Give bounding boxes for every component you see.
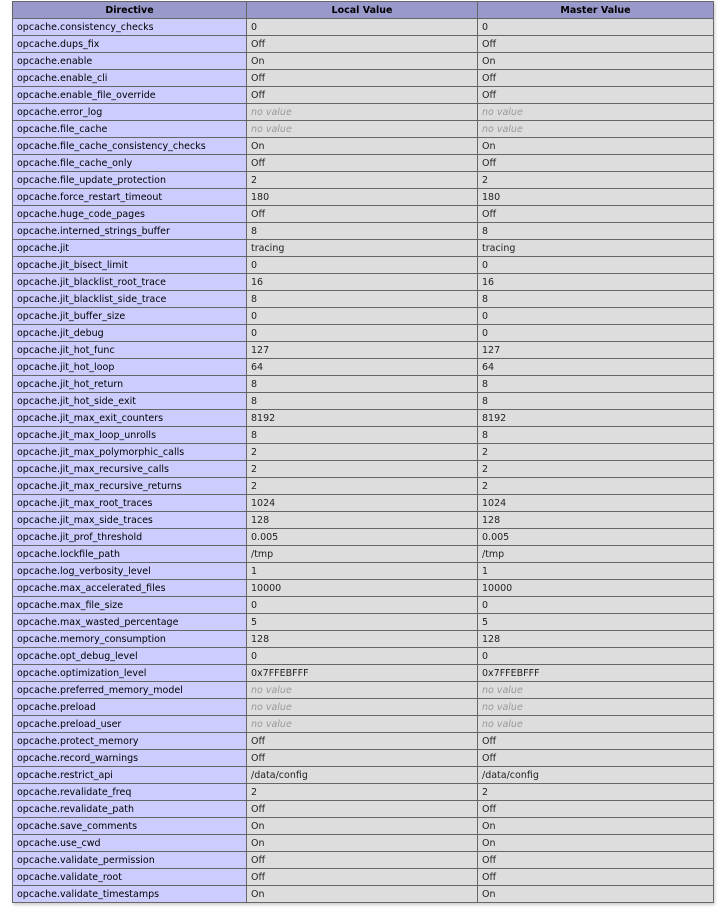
local-value: On: [247, 835, 478, 852]
table-row: [13, 563, 714, 580]
master-value: Off: [478, 155, 714, 172]
master-value: On: [478, 138, 714, 155]
local-value: 0: [247, 648, 478, 665]
local-value: 0: [247, 308, 478, 325]
table-row: [13, 801, 714, 818]
directive-name: opcache.max_wasted_percentage: [13, 614, 247, 631]
master-value: 16: [478, 274, 714, 291]
local-value: 0x7FFEBFFF: [247, 665, 478, 682]
table-row: [13, 36, 714, 53]
master-value: 10000: [478, 580, 714, 597]
local-value: Off: [247, 733, 478, 750]
table-row: [13, 427, 714, 444]
directive-name: opcache.validate_root: [13, 869, 247, 886]
master-value: Off: [478, 87, 714, 104]
local-value: 1: [247, 563, 478, 580]
directive-name: opcache.jit: [13, 240, 247, 257]
directive-name: opcache.jit_hot_func: [13, 342, 247, 359]
master-value: Off: [478, 36, 714, 53]
local-value: Off: [247, 36, 478, 53]
table-row: [13, 886, 714, 903]
directive-name: opcache.consistency_checks: [13, 19, 247, 36]
local-value: 8192: [247, 410, 478, 427]
table-body: [13, 19, 714, 903]
master-value: 8: [478, 376, 714, 393]
master-value: 2: [478, 444, 714, 461]
local-value: Off: [247, 869, 478, 886]
master-value: Off: [478, 852, 714, 869]
directive-name: opcache.jit_debug: [13, 325, 247, 342]
table-row: [13, 223, 714, 240]
local-value: 10000: [247, 580, 478, 597]
directive-name: opcache.log_verbosity_level: [13, 563, 247, 580]
local-value: Off: [247, 87, 478, 104]
directive-name: opcache.jit_prof_threshold: [13, 529, 247, 546]
local-value: no value: [247, 699, 478, 716]
master-value: Off: [478, 801, 714, 818]
master-value: 8: [478, 427, 714, 444]
table-row: [13, 70, 714, 87]
local-value: 2: [247, 784, 478, 801]
master-value: 0: [478, 648, 714, 665]
master-value: 0: [478, 19, 714, 36]
local-value: 0: [247, 19, 478, 36]
column-header-local-value: Local Value: [247, 2, 478, 19]
master-value: 0: [478, 597, 714, 614]
table-row: [13, 750, 714, 767]
local-value: 8: [247, 291, 478, 308]
directive-name: opcache.optimization_level: [13, 665, 247, 682]
master-value: 180: [478, 189, 714, 206]
local-value: 180: [247, 189, 478, 206]
local-value: 8: [247, 223, 478, 240]
master-value: 5: [478, 614, 714, 631]
local-value: Off: [247, 206, 478, 223]
directive-name: opcache.jit_bisect_limit: [13, 257, 247, 274]
table-row: [13, 733, 714, 750]
table-row: [13, 172, 714, 189]
directive-name: opcache.file_cache_only: [13, 155, 247, 172]
table-row: [13, 699, 714, 716]
table-row: [13, 410, 714, 427]
directive-name: opcache.file_update_protection: [13, 172, 247, 189]
table-row: [13, 614, 714, 631]
master-value: Off: [478, 70, 714, 87]
local-value: On: [247, 886, 478, 903]
master-value: no value: [478, 682, 714, 699]
master-value: 1: [478, 563, 714, 580]
local-value: Off: [247, 852, 478, 869]
directive-name: opcache.revalidate_path: [13, 801, 247, 818]
table-row: [13, 308, 714, 325]
table-row: [13, 121, 714, 138]
local-value: no value: [247, 682, 478, 699]
directive-name: opcache.jit_max_polymorphic_calls: [13, 444, 247, 461]
master-value: Off: [478, 869, 714, 886]
local-value: 128: [247, 512, 478, 529]
master-value: 8: [478, 223, 714, 240]
directive-name: opcache.enable: [13, 53, 247, 70]
table-row: [13, 206, 714, 223]
table-row: [13, 818, 714, 835]
local-value: 2: [247, 461, 478, 478]
master-value: 8: [478, 393, 714, 410]
master-value: 0x7FFEBFFF: [478, 665, 714, 682]
table-row: [13, 631, 714, 648]
directive-name: opcache.preferred_memory_model: [13, 682, 247, 699]
table-row: [13, 240, 714, 257]
master-value: 2: [478, 478, 714, 495]
directive-name: opcache.jit_max_side_traces: [13, 512, 247, 529]
table-row: [13, 648, 714, 665]
master-value: 127: [478, 342, 714, 359]
directive-name: opcache.max_accelerated_files: [13, 580, 247, 597]
table-row: [13, 546, 714, 563]
table-row: [13, 155, 714, 172]
master-value: 0: [478, 325, 714, 342]
directive-name: opcache.restrict_api: [13, 767, 247, 784]
master-value: /tmp: [478, 546, 714, 563]
master-value: /data/config: [478, 767, 714, 784]
master-value: tracing: [478, 240, 714, 257]
master-value: 128: [478, 631, 714, 648]
directive-name: opcache.memory_consumption: [13, 631, 247, 648]
directive-name: opcache.save_comments: [13, 818, 247, 835]
master-value: no value: [478, 121, 714, 138]
master-value: no value: [478, 716, 714, 733]
table-row: [13, 597, 714, 614]
local-value: 8: [247, 376, 478, 393]
master-value: 64: [478, 359, 714, 376]
master-value: no value: [478, 699, 714, 716]
table-row: [13, 529, 714, 546]
table-row: [13, 104, 714, 121]
master-value: 0.005: [478, 529, 714, 546]
master-value: 0: [478, 308, 714, 325]
directive-name: opcache.jit_hot_side_exit: [13, 393, 247, 410]
local-value: no value: [247, 104, 478, 121]
directive-name: opcache.huge_code_pages: [13, 206, 247, 223]
local-value: /tmp: [247, 546, 478, 563]
local-value: Off: [247, 70, 478, 87]
table-row: [13, 359, 714, 376]
directive-name: opcache.error_log: [13, 104, 247, 121]
directive-name: opcache.jit_blacklist_root_trace: [13, 274, 247, 291]
directive-name: opcache.preload_user: [13, 716, 247, 733]
table-row: [13, 478, 714, 495]
table-row: [13, 512, 714, 529]
local-value: /data/config: [247, 767, 478, 784]
local-value: no value: [247, 121, 478, 138]
master-value: 128: [478, 512, 714, 529]
directive-name: opcache.opt_debug_level: [13, 648, 247, 665]
local-value: 0: [247, 325, 478, 342]
master-value: 0: [478, 257, 714, 274]
local-value: On: [247, 138, 478, 155]
directive-name: opcache.preload: [13, 699, 247, 716]
directive-name: opcache.jit_blacklist_side_trace: [13, 291, 247, 308]
opcache-directives-table: [12, 1, 714, 903]
directive-name: opcache.validate_timestamps: [13, 886, 247, 903]
master-value: Off: [478, 733, 714, 750]
table-row: [13, 444, 714, 461]
local-value: 2: [247, 478, 478, 495]
local-value: 5: [247, 614, 478, 631]
master-value: On: [478, 818, 714, 835]
table-row: [13, 257, 714, 274]
directive-name: opcache.jit_max_loop_unrolls: [13, 427, 247, 444]
local-value: tracing: [247, 240, 478, 257]
directive-name: opcache.validate_permission: [13, 852, 247, 869]
local-value: 2: [247, 444, 478, 461]
table-row: [13, 580, 714, 597]
local-value: Off: [247, 155, 478, 172]
table-row: [13, 665, 714, 682]
directive-name: opcache.revalidate_freq: [13, 784, 247, 801]
directive-name: opcache.enable_cli: [13, 70, 247, 87]
master-value: On: [478, 886, 714, 903]
local-value: 128: [247, 631, 478, 648]
master-value: 2: [478, 172, 714, 189]
directive-name: opcache.interned_strings_buffer: [13, 223, 247, 240]
table-row: [13, 835, 714, 852]
master-value: On: [478, 835, 714, 852]
local-value: On: [247, 818, 478, 835]
local-value: 0.005: [247, 529, 478, 546]
master-value: 1024: [478, 495, 714, 512]
table-row: [13, 716, 714, 733]
local-value: 16: [247, 274, 478, 291]
local-value: 8: [247, 427, 478, 444]
master-value: 2: [478, 461, 714, 478]
directive-name: opcache.max_file_size: [13, 597, 247, 614]
table-row: [13, 53, 714, 70]
table-row: [13, 784, 714, 801]
table-row: [13, 682, 714, 699]
table-row: [13, 138, 714, 155]
table-row: [13, 325, 714, 342]
table-row: [13, 376, 714, 393]
local-value: 2: [247, 172, 478, 189]
directive-name: opcache.file_cache: [13, 121, 247, 138]
table-row: [13, 189, 714, 206]
local-value: 0: [247, 257, 478, 274]
table-row: [13, 87, 714, 104]
master-value: Off: [478, 206, 714, 223]
local-value: 64: [247, 359, 478, 376]
directive-name: opcache.jit_max_recursive_calls: [13, 461, 247, 478]
local-value: Off: [247, 750, 478, 767]
directive-name: opcache.jit_max_root_traces: [13, 495, 247, 512]
directive-name: opcache.record_warnings: [13, 750, 247, 767]
directive-name: opcache.dups_fix: [13, 36, 247, 53]
table-row: [13, 342, 714, 359]
table-row: [13, 291, 714, 308]
local-value: 8: [247, 393, 478, 410]
table-row: [13, 393, 714, 410]
local-value: On: [247, 53, 478, 70]
local-value: 1024: [247, 495, 478, 512]
local-value: no value: [247, 716, 478, 733]
master-value: 8: [478, 291, 714, 308]
directive-name: opcache.jit_max_recursive_returns: [13, 478, 247, 495]
table-row: [13, 19, 714, 36]
directive-name: opcache.lockfile_path: [13, 546, 247, 563]
local-value: 127: [247, 342, 478, 359]
directive-name: opcache.protect_memory: [13, 733, 247, 750]
directive-name: opcache.enable_file_override: [13, 87, 247, 104]
master-value: 2: [478, 784, 714, 801]
master-value: Off: [478, 750, 714, 767]
local-value: Off: [247, 801, 478, 818]
directive-name: opcache.jit_max_exit_counters: [13, 410, 247, 427]
local-value: 0: [247, 597, 478, 614]
directive-name: opcache.jit_hot_loop: [13, 359, 247, 376]
table-row: [13, 274, 714, 291]
table-row: [13, 869, 714, 886]
table-row: [13, 767, 714, 784]
directive-name: opcache.use_cwd: [13, 835, 247, 852]
master-value: no value: [478, 104, 714, 121]
directive-name: opcache.jit_hot_return: [13, 376, 247, 393]
table-row: [13, 461, 714, 478]
column-header-directive: Directive: [13, 2, 247, 19]
table-row: [13, 852, 714, 869]
column-header-master-value: Master Value: [478, 2, 714, 19]
table-row: [13, 495, 714, 512]
directive-name: opcache.jit_buffer_size: [13, 308, 247, 325]
directive-name: opcache.file_cache_consistency_checks: [13, 138, 247, 155]
master-value: On: [478, 53, 714, 70]
directive-name: opcache.force_restart_timeout: [13, 189, 247, 206]
master-value: 8192: [478, 410, 714, 427]
table-header-row: [13, 2, 714, 19]
